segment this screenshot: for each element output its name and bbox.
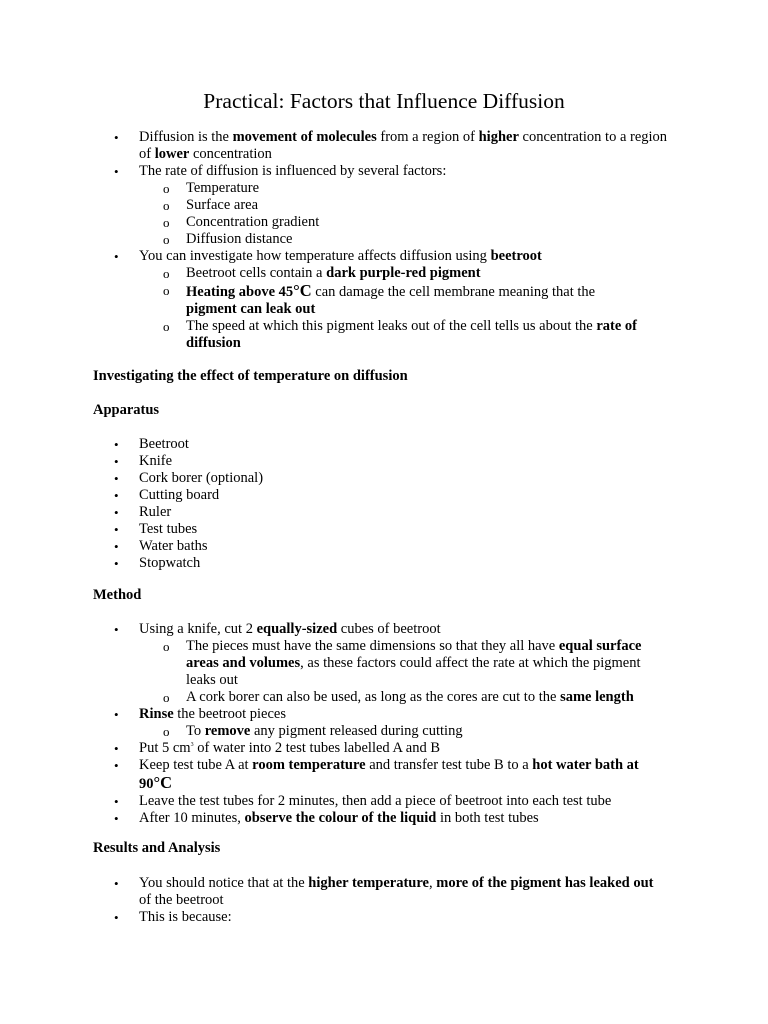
results-heading: Results and Analysis [93, 840, 221, 856]
factors-list [186, 180, 668, 248]
list-item: • Diffusion is the movement of molecules from a region of higher concentration to a region of lower concentration [0, 129, 768, 163]
method-step: • After 10 minutes, observe the colour of the liquid in both test tubes [0, 810, 768, 827]
apparatus-list [0, 436, 768, 572]
method-step: • Put 5 $cm^3$ of water into 2 test tubes labelled A and B [0, 740, 768, 757]
sub-item: o To remove any pigment released during cutting [186, 723, 668, 740]
list-item: • The rate of diffusion is influenced by several factors: o Temperature o Surface area o Concentration gradient o Diffusion distance [0, 163, 768, 248]
method-step: • Using a knife, cut 2 equally-sized cubes of beetroot o The pieces must have the same dimensions so that they all have equal surface areas and volumes, as these factors could affect the rate at which the pigment leaks out o A cork borer can also be used, as long as the cores are cut to the same length [0, 621, 768, 706]
apparatus-item: • Cutting board [0, 487, 768, 504]
apparatus-item: • Cork borer (optional) [0, 470, 768, 487]
apparatus-heading: Apparatus [93, 402, 160, 418]
apparatus-item: • Knife [0, 453, 768, 470]
apparatus-item: • Water baths [0, 538, 768, 555]
method-step: • Keep test tube A at room temperature and transfer test tube B to a hot water bath at 90°C [0, 757, 768, 793]
method-heading: Method [93, 587, 142, 603]
method-step: • Leave the test tubes for 2 minutes, then add a piece of beetroot into each test tube [0, 793, 768, 810]
result-item: • You should notice that at the higher temperature, more of the pigment has leaked out of the beetroot [0, 875, 768, 909]
method-list [0, 621, 768, 827]
apparatus-item: • Beetroot [0, 436, 768, 453]
apparatus-item: • Ruler [0, 504, 768, 521]
section-title: Investigating the effect of temperature on diffusion [93, 368, 408, 384]
sub-item: o Heating above 45°C can damage the cell membrane meaning that the pigment can leak out [186, 282, 668, 318]
sub-item: o Beetroot cells contain a dark purple-red pigment [186, 265, 668, 282]
apparatus-item: • Stopwatch [0, 555, 768, 572]
sub-item: o A cork borer can also be used, as long as the cores are cut to the same length [186, 689, 668, 706]
method-step: • Rinse the beetroot pieces o To remove any pigment released during cutting [0, 706, 768, 740]
result-item: • This is because: [0, 909, 768, 926]
sub-item: o The pieces must have the same dimensions so that they all have equal surface areas and volumes, as these factors could affect the rate at which the pigment leaks out [186, 638, 668, 689]
method-sublist [186, 638, 668, 706]
method-section [0, 621, 768, 827]
apparatus-item: • Test tubes [0, 521, 768, 538]
list-item: • You can investigate how temperature affects diffusion using beetroot o Beetroot cells contain a dark purple-red pigment o Heating above 45°C can damage the cell membrane meaning that the pigment can leak out o The speed at which this pigment leaks out of the cell tells us about the rate of diffusion [0, 248, 768, 352]
sub-item: o The speed at which this pigment leaks out of the cell tells us about the rate of diffusion [186, 318, 668, 352]
intro-section [0, 129, 768, 352]
results-section [0, 875, 768, 926]
intro-list [0, 129, 768, 352]
factor-item: o Concentration gradient [186, 214, 668, 231]
factor-item: o Diffusion distance [186, 231, 668, 248]
factor-item: o Temperature [186, 180, 668, 197]
page-title: Practical: Factors that Influence Diffusion [203, 89, 565, 113]
factor-item: o Surface area [186, 197, 668, 214]
method-sublist [186, 723, 668, 740]
results-list [0, 875, 768, 926]
beetroot-sublist [186, 265, 668, 352]
apparatus-section [0, 436, 768, 572]
